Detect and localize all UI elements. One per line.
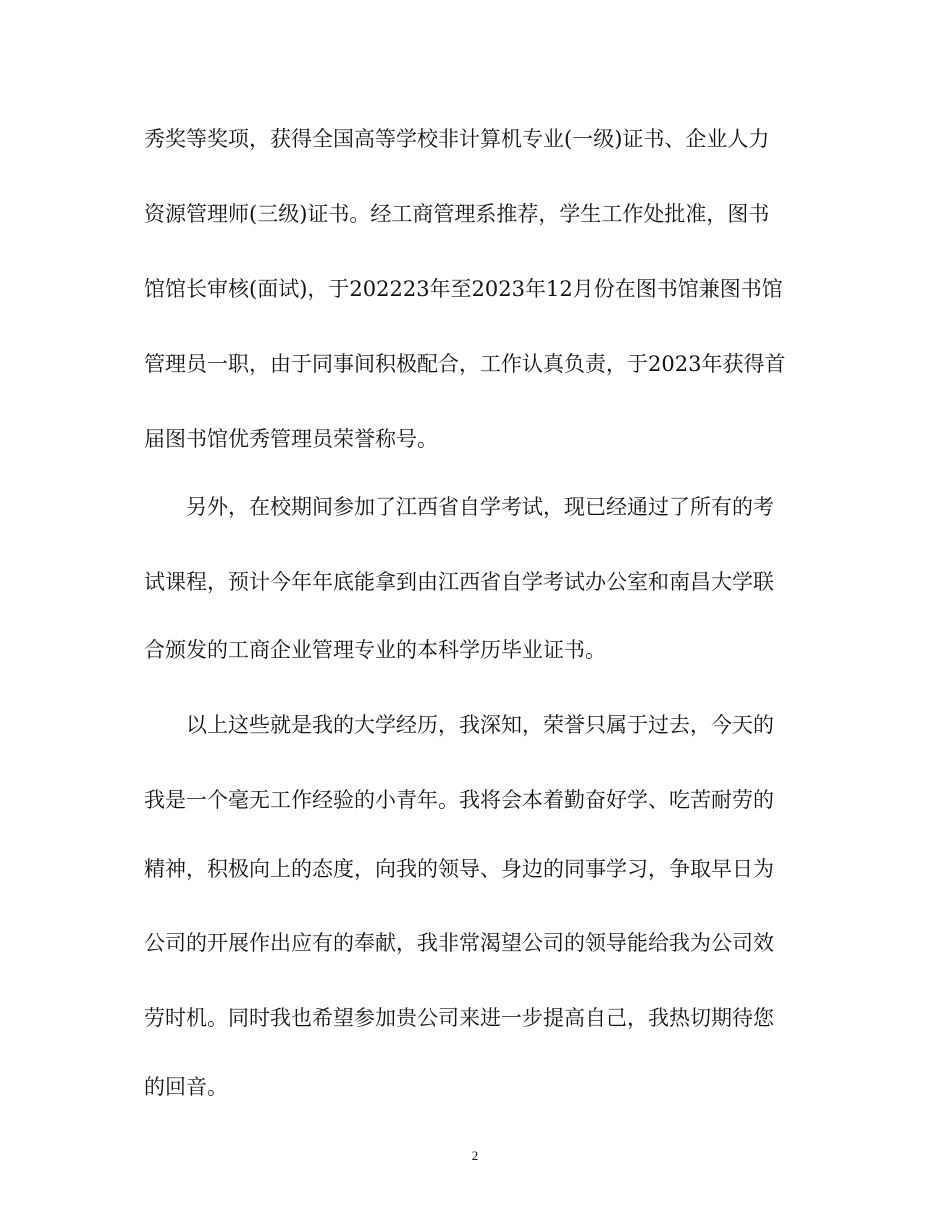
body-text-line: 合颁发的工商企业管理专业的本科学历毕业证书。 — [144, 638, 606, 662]
body-text-line: 的回音。 — [144, 1075, 228, 1099]
page-number: 2 — [471, 1148, 479, 1163]
body-text-line: 我是一个毫无工作经验的小青年。我将会本着勤奋好学、吃苦耐劳的 — [144, 788, 774, 812]
paragraph-first-line: 另外，在校期间参加了江西省自学考试，现已经通过了所有的考 — [186, 495, 774, 519]
body-text-line: 届图书馆优秀管理员荣誉称号。 — [144, 427, 438, 451]
body-text-line: 试课程，预计今年年底能拿到由江西省自学考试办公室和南昌大学联 — [144, 570, 774, 594]
body-text-line: 管理员一职，由于同事间积极配合，工作认真负责，于2023年获得首 — [144, 352, 786, 376]
body-text-line: 资源管理师(三级)证书。经工商管理系推荐，学生工作处批准，图书 — [144, 202, 770, 226]
paragraph-first-line: 以上这些就是我的大学经历，我深知，荣誉只属于过去，今天的 — [186, 713, 774, 737]
body-text-line: 精神，积极向上的态度，向我的领导、身边的同事学习，争取早日为 — [144, 857, 774, 881]
body-text-line: 秀奖等奖项，获得全国高等学校非计算机专业(一级)证书、企业人力 — [144, 127, 770, 151]
body-text-line: 公司的开展作出应有的奉献，我非常渴望公司的领导能给我为公司效 — [144, 931, 774, 955]
body-text-line: 劳时机。同时我也希望参加贵公司来进一步提高自己，我热切期待您 — [144, 1006, 774, 1030]
body-text-line: 馆馆长审核(面试)，于202223年至2023年12月份在图书馆兼图书馆 — [144, 277, 783, 301]
